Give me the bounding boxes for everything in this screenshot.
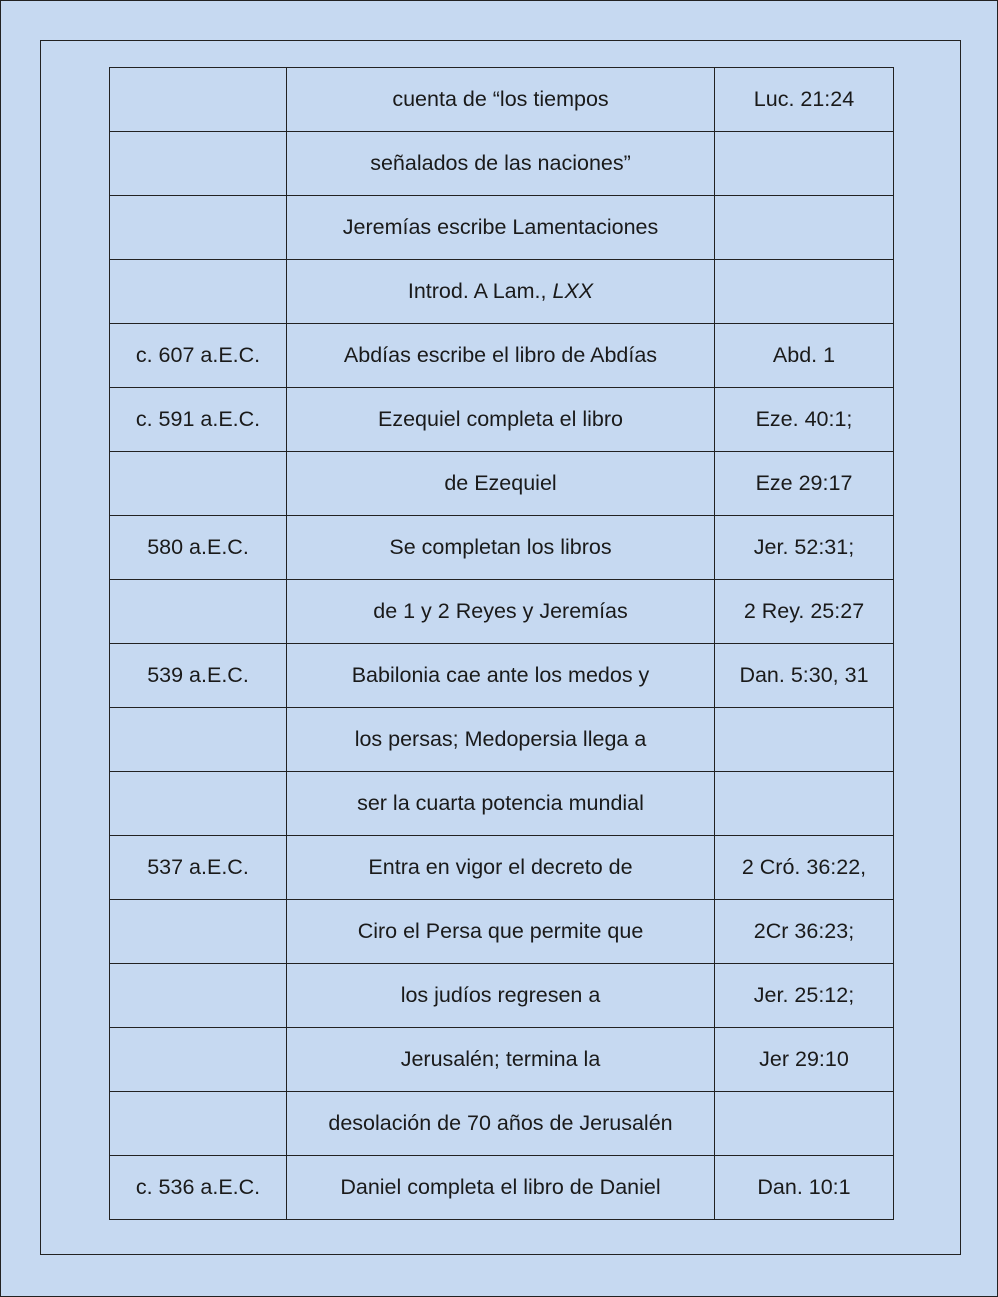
reference-cell: Eze 29:17: [715, 452, 894, 516]
table-row: [110, 772, 894, 836]
date-cell: [110, 68, 287, 132]
reference-cell: 2 Rey. 25:27: [715, 580, 894, 644]
reference-cell: [715, 708, 894, 772]
event-cell: cuenta de “los tiempos: [287, 68, 715, 132]
event-cell: señalados de las naciones”: [287, 132, 715, 196]
table-row: [110, 452, 894, 516]
event-italic-text: LXX: [552, 279, 594, 303]
date-cell: [110, 196, 287, 260]
event-cell: ser la cuarta potencia mundial: [287, 772, 715, 836]
table-row: [110, 196, 894, 260]
table-row: [110, 324, 894, 388]
table-row: [110, 964, 894, 1028]
event-cell: Jeremías escribe Lamentaciones: [287, 196, 715, 260]
date-cell: [110, 452, 287, 516]
reference-cell: Dan. 10:1: [715, 1156, 894, 1220]
reference-cell: Abd. 1: [715, 324, 894, 388]
date-cell: [110, 900, 287, 964]
date-cell: 539 a.E.C.: [110, 644, 287, 708]
table-row: [110, 260, 894, 324]
table-row: [110, 708, 894, 772]
date-cell: [110, 772, 287, 836]
reference-cell: Jer. 52:31;: [715, 516, 894, 580]
date-cell: [110, 708, 287, 772]
event-cell: Daniel completa el libro de Daniel: [287, 1156, 715, 1220]
event-cell: Ciro el Persa que permite que: [287, 900, 715, 964]
table-row: [110, 388, 894, 452]
table-row: [110, 900, 894, 964]
event-cell: [287, 260, 715, 324]
date-cell: 537 a.E.C.: [110, 836, 287, 900]
table-row: [110, 1156, 894, 1220]
table-row: [110, 68, 894, 132]
event-cell: de Ezequiel: [287, 452, 715, 516]
event-cell: Jerusalén; termina la: [287, 1028, 715, 1092]
event-cell: Entra en vigor el decreto de: [287, 836, 715, 900]
event-cell: los persas; Medopersia llega a: [287, 708, 715, 772]
reference-cell: [715, 132, 894, 196]
date-cell: [110, 1092, 287, 1156]
reference-cell: [715, 260, 894, 324]
reference-cell: [715, 196, 894, 260]
date-cell: 580 a.E.C.: [110, 516, 287, 580]
date-cell: [110, 260, 287, 324]
table-row: [110, 1028, 894, 1092]
event-cell: Abdías escribe el libro de Abdías: [287, 324, 715, 388]
table-row: [110, 516, 894, 580]
reference-cell: 2 Cró. 36:22,: [715, 836, 894, 900]
date-cell: [110, 1028, 287, 1092]
table-row: [110, 644, 894, 708]
event-text: Introd. A Lam.,: [407, 279, 547, 303]
reference-cell: Jer 29:10: [715, 1028, 894, 1092]
table-row: [110, 132, 894, 196]
reference-cell: [715, 772, 894, 836]
timeline-table: [109, 67, 894, 1220]
reference-cell: Eze. 40:1;: [715, 388, 894, 452]
date-cell: [110, 132, 287, 196]
date-cell: c. 591 a.E.C.: [110, 388, 287, 452]
event-cell: los judíos regresen a: [287, 964, 715, 1028]
date-cell: [110, 964, 287, 1028]
event-cell: Babilonia cae ante los medos y: [287, 644, 715, 708]
reference-cell: 2Cr 36:23;: [715, 900, 894, 964]
date-cell: [110, 580, 287, 644]
event-cell: Ezequiel completa el libro: [287, 388, 715, 452]
reference-cell: Luc. 21:24: [715, 68, 894, 132]
table-row: [110, 836, 894, 900]
date-cell: c. 536 a.E.C.: [110, 1156, 287, 1220]
event-cell: Se completan los libros: [287, 516, 715, 580]
reference-cell: [715, 1092, 894, 1156]
reference-cell: Jer. 25:12;: [715, 964, 894, 1028]
table-row: [110, 1092, 894, 1156]
table-row: [110, 580, 894, 644]
event-cell: desolación de 70 años de Jerusalén: [287, 1092, 715, 1156]
reference-cell: Dan. 5:30, 31: [715, 644, 894, 708]
event-cell: de 1 y 2 Reyes y Jeremías: [287, 580, 715, 644]
date-cell: c. 607 a.E.C.: [110, 324, 287, 388]
